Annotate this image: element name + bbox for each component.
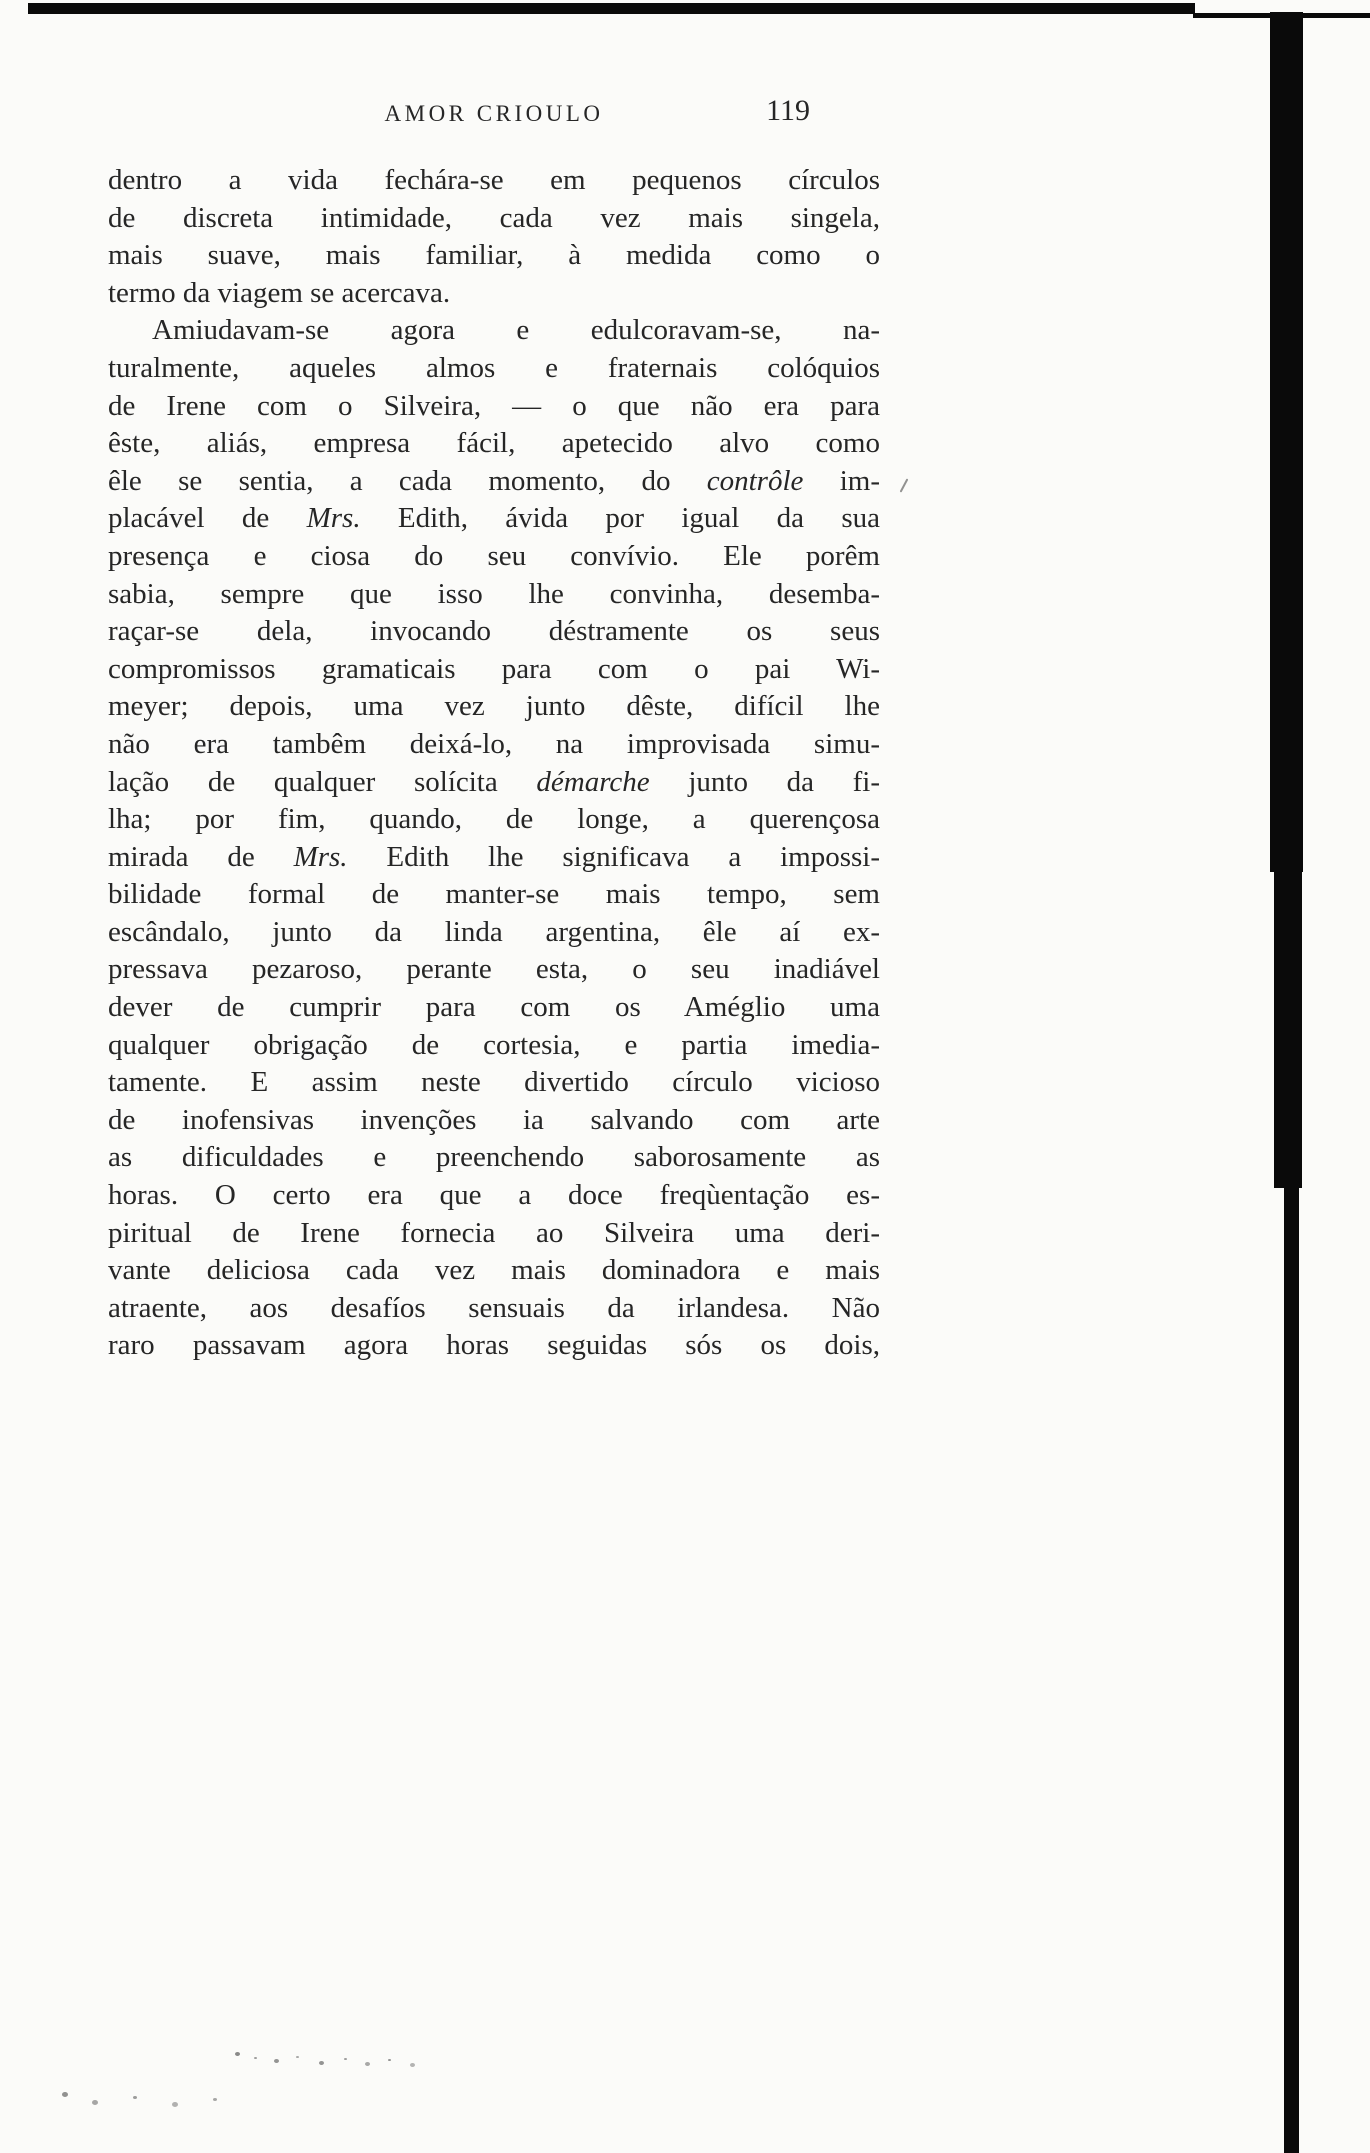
scan-artifact-right-bar <box>1284 1186 1299 2153</box>
page-body <box>108 162 880 1365</box>
scan-artifact-top-rule <box>28 3 1195 14</box>
text-segment: Edith, ávida por igual da sua <box>360 502 880 535</box>
scan-artifact-right-bar <box>1274 870 1302 1188</box>
text-segment: raro passavam agora horas seguidas sós os dois, <box>108 1329 880 1362</box>
text-line <box>108 651 880 689</box>
text-segment: horas. O certo era que a doce freqùentação es- <box>108 1179 880 1212</box>
italic-text: Mrs. <box>306 502 361 535</box>
text-line <box>108 764 880 802</box>
text-line <box>108 951 880 989</box>
scan-artifact-stray-mark <box>900 478 909 492</box>
text-line <box>108 1252 880 1290</box>
text-segment: junto da fi- <box>649 765 880 798</box>
text-segment: Amiudavam-se agora e edulcoravam-se, na- <box>152 314 880 347</box>
text-line <box>108 726 880 764</box>
text-line <box>108 1327 880 1365</box>
text-line <box>108 463 880 501</box>
running-title: AMOR CRIOULO <box>384 101 604 126</box>
text-line <box>108 350 880 388</box>
text-segment: presença e ciosa do seu convívio. Ele porêm <box>108 539 880 572</box>
text-segment: as dificuldades e preenchendo saborosamente as <box>108 1141 880 1174</box>
scan-artifact-speckles <box>235 2052 240 2056</box>
text-segment: êle se sentia, a cada momento, do <box>108 464 707 497</box>
scan-artifact-right-bar <box>1270 12 1303 872</box>
text-segment: de inofensivas invenções ia salvando com arte <box>108 1103 880 1136</box>
text-segment: qualquer obrigação de cortesia, e partia imedia- <box>108 1028 880 1061</box>
text-line <box>108 688 880 726</box>
italic-text: Mrs. <box>293 840 348 873</box>
text-segment: piritual de Irene fornecia ao Silveira uma deri- <box>108 1216 880 1249</box>
text-segment: escândalo, junto da linda argentina, êle aí ex- <box>108 915 880 948</box>
text-segment: compromissos gramaticais para com o pai Wi- <box>108 652 880 685</box>
text-segment: lação de qualquer solícita <box>108 765 537 798</box>
text-segment: atraente, aos desafíos sensuais da irlandesa. Não <box>108 1291 880 1324</box>
text-line <box>108 613 880 651</box>
text-segment: tamente. E assim neste divertido círculo vicioso <box>108 1066 880 1099</box>
text-line <box>108 801 880 839</box>
text-segment: de Irene com o Silveira, — o que não era para <box>108 389 880 422</box>
text-segment: meyer; depois, uma vez junto dêste, difícil lhe <box>108 690 880 723</box>
text-segment: dever de cumprir para com os Améglio uma <box>108 991 880 1024</box>
page-header <box>108 94 880 138</box>
text-line <box>108 1290 880 1328</box>
text-segment: não era tambêm deixá-lo, na improvisada simu- <box>108 727 880 760</box>
text-line <box>108 538 880 576</box>
text-line <box>108 876 880 914</box>
text-segment: raçar-se dela, invocando déstramente os seus <box>108 615 880 648</box>
text-line <box>108 500 880 538</box>
text-line <box>108 1139 880 1177</box>
text-segment: sabia, sempre que isso lhe convinha, desemba- <box>108 577 880 610</box>
text-segment: bilidade formal de manter-se mais tempo, sem <box>108 878 880 911</box>
text-line <box>108 425 880 463</box>
text-line <box>108 1027 880 1065</box>
text-segment: turalmente, aqueles almos e fraternais colóquios <box>108 351 880 384</box>
scan-artifact-speckles <box>62 2092 68 2097</box>
text-line <box>108 576 880 614</box>
text-line <box>108 162 880 200</box>
text-line <box>108 1215 880 1253</box>
text-segment: vante deliciosa cada vez mais dominadora e mais <box>108 1254 880 1287</box>
text-line <box>108 1064 880 1102</box>
text-line <box>108 312 880 350</box>
text-segment: dentro a vida fechára-se em pequenos círculos <box>108 164 880 196</box>
italic-text: démarche <box>536 765 650 798</box>
text-line <box>108 914 880 952</box>
text-segment: êste, aliás, empresa fácil, apetecido alvo como <box>108 427 880 460</box>
text-segment: termo da viagem se acercava. <box>108 276 451 309</box>
text-segment: mais suave, mais familiar, à medida como o <box>108 239 880 272</box>
text-line <box>108 237 880 275</box>
text-line <box>108 1102 880 1140</box>
text-segment: pressava pezaroso, perante esta, o seu inadiável <box>108 953 880 986</box>
text-segment: de discreta intimidade, cada vez mais singela, <box>108 201 880 234</box>
text-line <box>108 388 880 426</box>
text-line <box>108 275 880 313</box>
text-line <box>108 989 880 1027</box>
italic-text: contrôle <box>706 464 804 497</box>
text-segment: mirada de <box>108 840 294 873</box>
text-line <box>108 200 880 238</box>
text-line <box>108 839 880 877</box>
text-line <box>108 1177 880 1215</box>
text-segment: Edith lhe significava a impossi- <box>347 840 880 873</box>
page-number: 119 <box>766 94 810 127</box>
text-segment: placável de <box>108 502 307 535</box>
text-segment: lha; por fim, quando, de longe, a querençosa <box>108 803 880 836</box>
text-segment: im- <box>803 464 880 497</box>
